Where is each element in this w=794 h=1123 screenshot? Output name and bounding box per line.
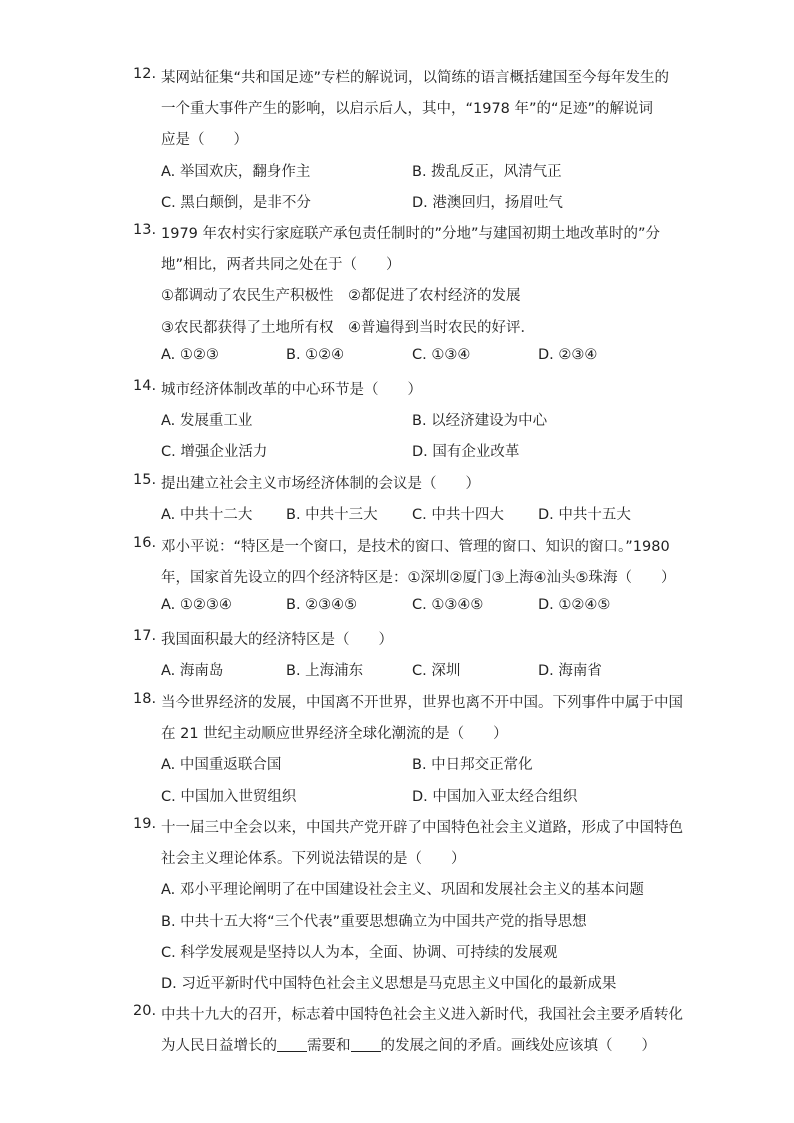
option-c[interactable]: C. 中共十四大 (412, 507, 504, 523)
option-b[interactable]: B. 拨乱反正，风清气正 (412, 164, 562, 180)
option-a[interactable]: A. 举国欢庆，翻身作主 (161, 164, 311, 180)
question-text: 地”相比，两者共同之处在于（ ） (161, 257, 401, 273)
question-number: 19. (133, 816, 157, 832)
option-c[interactable]: C. 增强企业活力 (161, 444, 268, 460)
question-text: 我国面积最大的经济特区是（ ） (161, 632, 393, 648)
text-part: 需要和 (307, 1038, 351, 1054)
option-c[interactable]: C. 科学发展观是坚持以人为本，全面、协调、可持续的发展观 (161, 945, 558, 961)
question-text: 应是（ ） (161, 132, 248, 148)
question-text: 邓小平说：“特区是一个窗口，是技术的窗口、管理的窗口、知识的窗口。”1980 (161, 539, 670, 555)
question-text: 年，国家首先设立的四个经济特区是：①深圳②厦门③上海④汕头⑤珠海（ ） (161, 570, 676, 586)
option-a[interactable]: A. 发展重工业 (161, 413, 253, 429)
question-number: 15. (133, 472, 157, 488)
option-b[interactable]: B. 中共十五大将“三个代表”重要思想确立为中国共产党的指导思想 (161, 914, 587, 930)
question-text: 提出建立社会主义市场经济体制的会议是（ ） (161, 476, 480, 492)
option-b[interactable]: B. 上海浦东 (286, 663, 364, 679)
question-number: 17. (133, 628, 157, 644)
option-b[interactable]: B. ①②④ (286, 347, 345, 363)
text-part: 为人民日益增长的 (161, 1038, 277, 1054)
option-a[interactable]: A. 邓小平理论阐明了在中国建设社会主义、巩固和发展社会主义的基本问题 (161, 882, 644, 898)
question-text: 一个重大事件产生的影响，以启示后人，其中，“1978 年”的“足迹”的解说词 (161, 101, 654, 117)
option-d[interactable]: D. 习近平新时代中国特色社会主义思想是马克思主义中国化的最新成果 (161, 976, 617, 992)
question-text: 在 21 世纪主动顺应世界经济全球化潮流的是（ ） (161, 726, 508, 742)
option-a[interactable]: A. 中国重返联合国 (161, 757, 282, 773)
question-number: 13. (133, 222, 157, 238)
question-text-with-blanks (161, 1034, 656, 1055)
option-d[interactable]: D. ①②④⑤ (538, 597, 611, 613)
option-a[interactable]: A. ①②③ (161, 347, 219, 363)
option-a[interactable]: A. ①②③④ (161, 597, 232, 613)
question-text: 某网站征集“共和国足迹”专栏的解说词，以简练的语言概括建国至今每年发生的 (161, 70, 670, 86)
question-number: 18. (133, 691, 157, 707)
option-d[interactable]: D. 海南省 (538, 663, 602, 679)
option-d[interactable]: D. ②③④ (538, 347, 598, 363)
option-b[interactable]: B. 中日邦交正常化 (412, 757, 533, 773)
question-text: 当今世界经济的发展，中国离不开世界，世界也离不开中国。下列事件中属于中国 (161, 695, 683, 711)
question-text: 中共十九大的召开，标志着中国特色社会主义进入新时代，我国社会主要矛盾转化 (161, 1007, 683, 1023)
question-text: 城市经济体制改革的中心环节是（ ） (161, 382, 422, 398)
option-d[interactable]: D. 港澳回归，扬眉吐气 (412, 195, 563, 211)
question-text: 1979 年农村实行家庭联产承包责任制时的”分地”与建国初期土地改革时的”分 (161, 226, 661, 242)
question-text: 社会主义理论体系。下列说法错误的是（ ） (161, 851, 466, 867)
option-c[interactable]: C. 中国加入世贸组织 (161, 789, 297, 805)
option-d[interactable]: D. 中共十五大 (538, 507, 631, 523)
question-text: 十一届三中全会以来，中国共产党开辟了中国特色社会主义道路，形成了中国特色 (161, 820, 683, 836)
option-a[interactable]: A. 中共十二大 (161, 507, 253, 523)
question-number: 16. (133, 535, 157, 551)
option-d[interactable]: D. 中国加入亚太经合组织 (412, 789, 578, 805)
option-c[interactable]: C. ①③④ (412, 347, 471, 363)
option-d[interactable]: D. 国有企业改革 (412, 444, 520, 460)
question-number: 12. (133, 66, 157, 82)
question-number: 20. (133, 1003, 157, 1019)
question-statement: ①都调动了农民生产积极性 ②都促进了农村经济的发展 (161, 288, 521, 304)
question-number: 14. (133, 378, 157, 394)
option-c[interactable]: C. 黑白颠倒，是非不分 (161, 195, 311, 211)
fill-blank[interactable] (351, 1037, 381, 1052)
option-b[interactable]: B. 中共十三大 (286, 507, 378, 523)
text-part: 的发展之间的矛盾。画线处应该填（ ） (380, 1038, 656, 1054)
option-c[interactable]: C. ①③④⑤ (412, 597, 484, 613)
fill-blank[interactable] (277, 1037, 307, 1052)
option-a[interactable]: A. 海南岛 (161, 663, 224, 679)
option-b[interactable]: B. ②③④⑤ (286, 597, 358, 613)
option-b[interactable]: B. 以经济建设为中心 (412, 413, 548, 429)
option-c[interactable]: C. 深圳 (412, 663, 461, 679)
question-statement: ③农民都获得了土地所有权 ④普遍得到当时农民的好评． (161, 320, 535, 336)
